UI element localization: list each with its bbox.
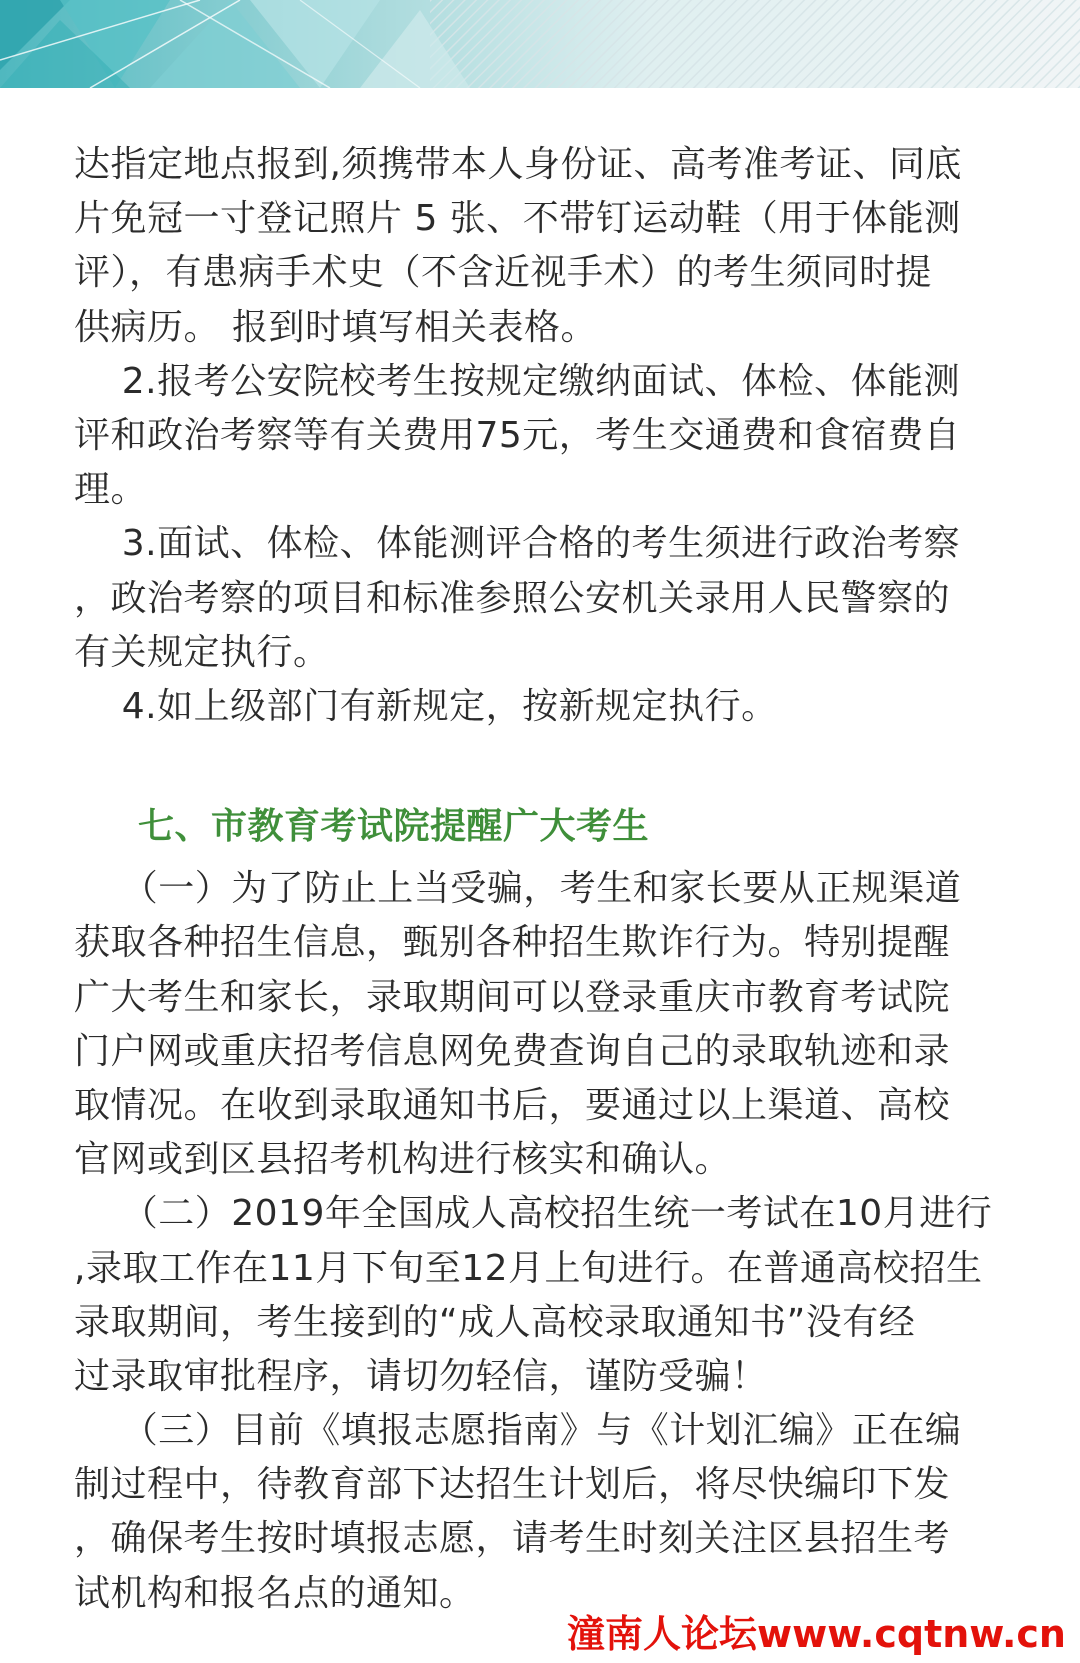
paragraph-line: 理。 <box>74 469 148 511</box>
site-watermark: 潼南人论坛www.cqtnw.cn <box>567 1612 1066 1656</box>
paragraph-line: 2.报考公安院校考生按规定缴纳面试、体检、体能测 <box>74 360 961 402</box>
paragraph-line: （二）2019年全国成人高校招生统一考试在10月进行 <box>74 1193 993 1235</box>
paragraph-line: 有关规定执行。 <box>74 631 330 673</box>
paragraph-line: 取情况。在收到录取通知书后，要通过以上渠道、高校 <box>74 1084 951 1126</box>
paragraph-line: 片免冠一寸登记照片 5 张、不带钉运动鞋（用于体能测 <box>74 198 961 240</box>
paragraph-line: 评），有患病手术史（不含近视手术）的考生须同时提 <box>74 252 933 294</box>
paragraph-line: ，确保考生按时填报志愿，请考生时刻关注区县招生考 <box>74 1518 951 1560</box>
paragraph-line: 试机构和报名点的通知。 <box>74 1572 476 1614</box>
article-body <box>74 138 1014 734</box>
paragraph-line: 4.如上级部门有新规定，按新规定执行。 <box>74 685 778 727</box>
paragraph-line: 广大考生和家长，录取期间可以登录重庆市教育考试院 <box>74 976 951 1018</box>
paragraph-line: ,录取工作在11月下旬至12月上旬进行。在普通高校招生 <box>74 1247 983 1289</box>
paragraph-line: （一）为了防止上当受骗，考生和家长要从正规渠道 <box>74 868 962 910</box>
paragraph-line: 评和政治考察等有关费用75元，考生交通费和食宿费自 <box>74 414 961 456</box>
paragraph-line: 制过程中，待教育部下达招生计划后，将尽快编印下发 <box>74 1464 951 1506</box>
header-banner <box>0 0 1080 88</box>
section-heading: 七、市教育考试院提醒广大考生 <box>138 806 650 847</box>
paragraph-line: 达指定地点报到,须携带本人身份证、高考准考证、同底 <box>74 144 962 185</box>
paragraph-line: 3.面试、体检、体能测评合格的考生须进行政治考察 <box>74 523 961 565</box>
paragraph-line: ，政治考察的项目和标准参照公安机关录用人民警察的 <box>74 577 951 619</box>
paragraph-line: 门户网或重庆招考信息网免费查询自己的录取轨迹和录 <box>74 1030 951 1072</box>
paragraph-line: 供病历。 报到时填写相关表格。 <box>74 306 597 348</box>
paragraph-line: 过录取审批程序，请切勿轻信，谨防受骗！ <box>74 1355 768 1397</box>
paragraph-line: 获取各种招生信息，甄别各种招生欺诈行为。特别提醒 <box>74 922 951 964</box>
section-body <box>74 808 1014 1621</box>
paragraph-line: （三）目前《填报志愿指南》与《计划汇编》正在编 <box>74 1410 962 1452</box>
paragraph-line: 官网或到区县招考机构进行核实和确认。 <box>74 1139 732 1181</box>
paragraph-line: 录取期间，考生接到的“成人高校录取通知书”没有经 <box>74 1301 916 1343</box>
